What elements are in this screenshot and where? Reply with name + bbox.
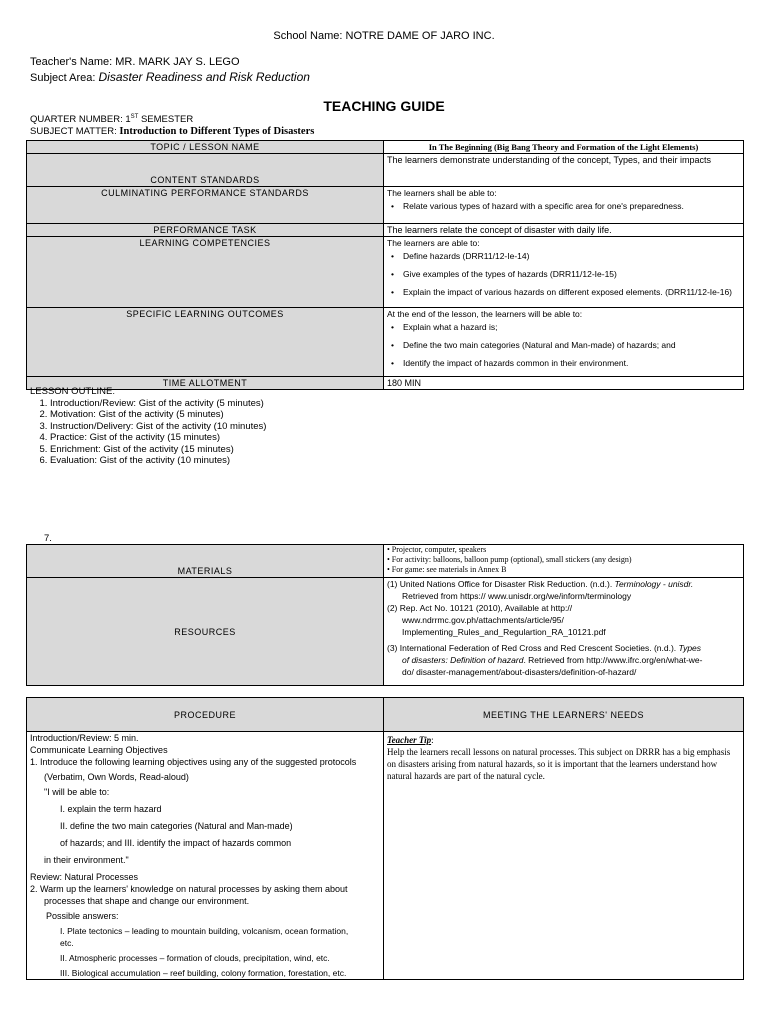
- performance-task-value: The learners relate the concept of disaster with daily life.: [384, 224, 744, 237]
- list-item: 5. Enrichment: Gist of the activity (15 minutes): [50, 444, 266, 456]
- resources-cell: [384, 578, 744, 686]
- proc-line: 1. Introduce the following learning objectives using any of the suggested protocols: [30, 757, 357, 767]
- resource-2: (2) Rep. Act No. 10121 (2010), Available at http://: [387, 603, 573, 613]
- matter-value: Introduction to Different Types of Disasters: [119, 126, 315, 137]
- procedure-cell: [27, 732, 384, 980]
- lesson-table: [26, 140, 744, 390]
- learners-needs-header: MEETING THE LEARNERS' NEEDS: [384, 698, 744, 732]
- resources-label: RESOURCES: [27, 578, 384, 686]
- resource-3-cont: of disasters: Definition of hazard. Retrieved from http://www.ifrc.org/en/what-we-: [402, 655, 703, 665]
- proc-line: III. Biological accumulation – reef building, colony formation, forestation, etc.: [60, 968, 347, 978]
- resource-1-url: Retrieved from https:// www.unisdr.org/we/inform/terminology: [402, 591, 632, 601]
- table-row: [27, 141, 744, 154]
- materials-table: [26, 544, 744, 686]
- content-standards-label: CONTENT STANDARDS: [27, 154, 384, 187]
- proc-line: II. Atmospheric processes – formation of clouds, precipitation, wind, etc.: [60, 953, 330, 963]
- table-row: [27, 237, 744, 308]
- school-name: School Name: NOTRE DAME OF JARO INC.: [273, 30, 495, 42]
- table-row: [27, 732, 744, 980]
- proc-line: (Verbatim, Own Words, Read-aloud): [44, 772, 189, 782]
- subject-value: Disaster Readiness and Risk Reduction: [98, 70, 310, 84]
- procedure-header: PROCEDURE: [27, 698, 384, 732]
- list-item: • Identify the impact of hazards common in their environment.: [403, 358, 740, 369]
- outcomes-cell: [384, 308, 744, 377]
- resource-3-url: do/ disaster-management/about-disasters/definition-of-hazard/: [402, 667, 637, 677]
- outcomes-intro: At the end of the lesson, the learners will be able to:: [387, 309, 583, 319]
- quarter-sup: ST: [130, 114, 139, 120]
- proc-line: processes that shape and change our environment.: [44, 896, 250, 906]
- resource-2-file: Implementing_Rules_and_Regulartion_RA_10121.pdf: [402, 627, 606, 637]
- procedure-table: [26, 697, 744, 980]
- list-item: • Explain what a hazard is;: [403, 322, 740, 333]
- teacher-name: Teacher's Name: MR. MARK JAY S. LEGO: [30, 56, 240, 68]
- list-item: 1. Introduction/Review: Gist of the activity (5 minutes): [50, 398, 266, 410]
- competencies-intro: The learners are able to:: [387, 238, 480, 248]
- list-item: • For activity: balloons, balloon pump (optional), small stickers (any design): [387, 555, 632, 564]
- list-item: • Define hazards (DRR11/12-Ie-14): [403, 251, 740, 262]
- performance-task-label: PERFORMANCE TASK: [27, 224, 384, 237]
- list-item: 4. Practice: Gist of the activity (15 minutes): [50, 432, 266, 444]
- topic-value: In The Beginning (Big Bang Theory and Formation of the Light Elements): [384, 141, 744, 154]
- resource-1: (1) United Nations Office for Disaster Risk Reduction. (n.d.). Terminology - unisdr.: [387, 579, 694, 589]
- matter-label: SUBJECT MATTER:: [30, 126, 120, 137]
- table-row: [27, 154, 744, 187]
- culminating-list: [387, 201, 740, 212]
- proc-line: 2. Warm up the learners' knowledge on natural processes by asking them about: [30, 884, 348, 894]
- resource-3: (3) International Federation of Red Cross and Red Crescent Societies. (n.d.). Types: [387, 643, 702, 653]
- outline-title: LESSON OUTLINE:: [30, 386, 115, 397]
- list-item: • Explain the impact of various hazards on different exposed elements. (DRR11/12-Ie-16): [403, 287, 740, 298]
- culminating-cell: [384, 187, 744, 224]
- culminating-intro: The learners shall be able to:: [387, 188, 497, 198]
- resource-2-url: www.ndrrmc.gov.ph/attachments/article/95/: [402, 615, 564, 625]
- time-allotment-label: TIME ALLOTMENT: [27, 377, 384, 390]
- teacher-tip-text: Help the learners recall lessons on natural processes. This subject on DRRR has a big emphasis on disasters arising from natural hazards, so it is important that the learners understand how natural hazards are part of the natural cycle.: [387, 747, 731, 781]
- list-item: • Give examples of the types of hazards (DRR11/12-Ie-15): [403, 269, 740, 280]
- materials-cell: [384, 545, 744, 578]
- list-item: • Projector, computer, speakers: [387, 545, 487, 554]
- lesson-outline: [30, 386, 266, 467]
- list-item: • Define the two main categories (Natural and Man-made) of hazards; and: [403, 340, 740, 351]
- quarter-suffix: SEMESTER: [138, 114, 194, 126]
- proc-line: Introduction/Review: 5 min.: [30, 733, 139, 743]
- list-item: 3. Instruction/Delivery: Gist of the activity (10 minutes): [50, 421, 266, 433]
- competencies-cell: [384, 237, 744, 308]
- proc-line: I. Plate tectonics – leading to mountain building, volcanism, ocean formation,: [60, 926, 349, 936]
- page-title: TEACHING GUIDE: [323, 98, 445, 114]
- table-row: [27, 545, 744, 578]
- teacher-tip-cell: [384, 732, 744, 980]
- table-row: [27, 308, 744, 377]
- table-row: [27, 578, 744, 686]
- subject-label: Subject Area:: [30, 72, 99, 84]
- culminating-label: CULMINATING PERFORMANCE STANDARDS: [27, 187, 384, 224]
- proc-line: Communicate Learning Objectives: [30, 745, 168, 755]
- competencies-list: [387, 251, 740, 298]
- outcomes-list: [387, 322, 740, 369]
- teacher-tip-heading: [387, 734, 740, 746]
- outline-item-seven: 7.: [44, 533, 52, 544]
- competencies-label: LEARNING COMPETENCIES: [27, 237, 384, 308]
- teacher-tip-label: Teacher Tip: [387, 735, 432, 745]
- subject-matter: [30, 126, 314, 137]
- table-row: [27, 698, 744, 732]
- list-item: • Relate various types of hazard with a specific area for one's preparedness.: [403, 201, 740, 212]
- table-row: [27, 187, 744, 224]
- list-item: • For game: see materials in Annex B: [387, 565, 507, 574]
- list-item: 2. Motivation: Gist of the activity (5 minutes): [50, 409, 266, 421]
- proc-line: II. define the two main categories (Natural and Man-made): [60, 821, 293, 831]
- materials-label: MATERIALS: [27, 545, 384, 578]
- proc-line: of hazards; and III. identify the impact of hazards common: [60, 838, 292, 848]
- outcomes-label: SPECIFIC LEARNING OUTCOMES: [27, 308, 384, 377]
- subject-area: [30, 70, 310, 84]
- list-item: 6. Evaluation: Gist of the activity (10 minutes): [50, 455, 266, 467]
- proc-line: Possible answers:: [46, 911, 119, 921]
- quarter-number: [30, 114, 193, 125]
- proc-line: "I will be able to:: [44, 787, 110, 797]
- table-row: [27, 224, 744, 237]
- time-allotment-value: 180 MIN: [384, 377, 744, 390]
- quarter-label: QUARTER NUMBER: 1: [30, 114, 131, 126]
- proc-line: I. explain the term hazard: [60, 804, 162, 814]
- outline-list: [30, 398, 266, 467]
- teacher-tip-colon: :: [431, 735, 434, 745]
- topic-label: TOPIC / LESSON NAME: [27, 141, 384, 154]
- proc-line: Review: Natural Processes: [30, 872, 139, 882]
- proc-line: in their environment.": [44, 855, 129, 865]
- proc-line: etc.: [60, 938, 74, 948]
- content-standards-value: The learners demonstrate understanding of the concept, Types, and their impacts: [384, 154, 744, 187]
